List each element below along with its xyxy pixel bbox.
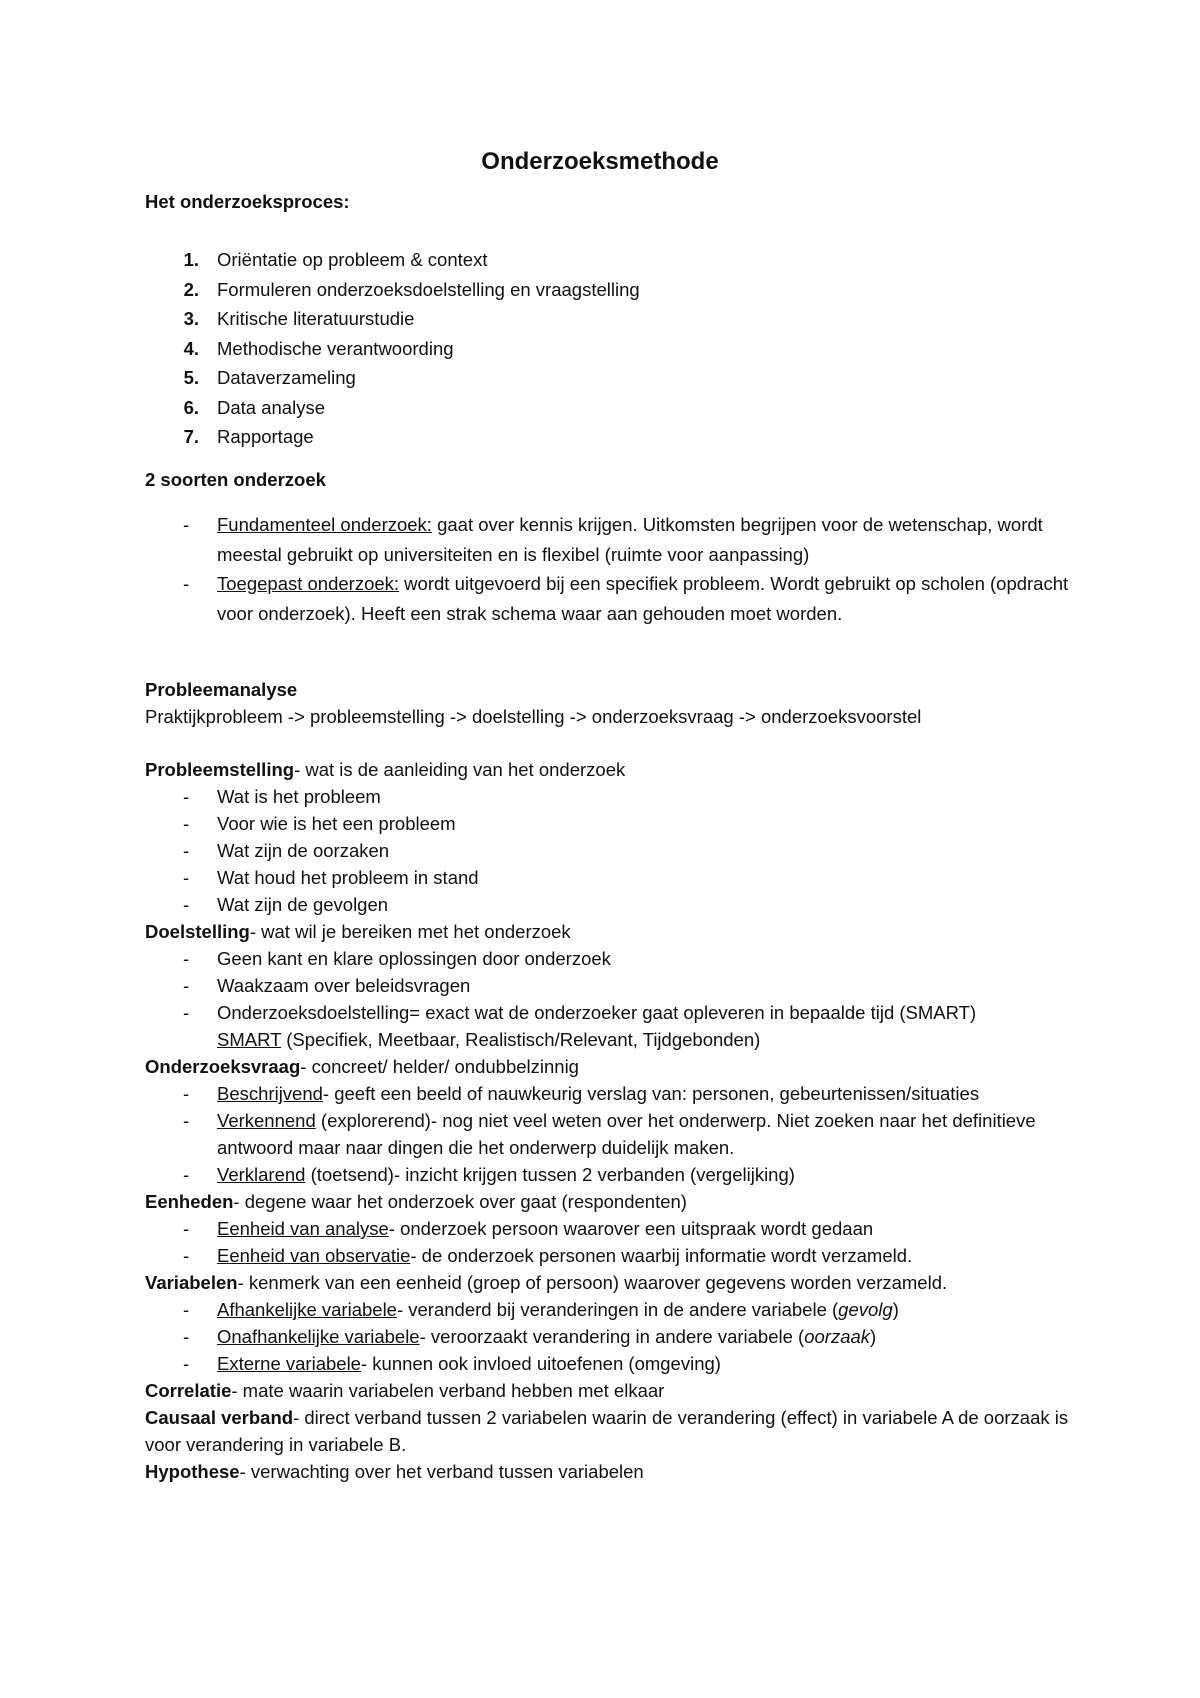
list-item: - Verkennend (explorerend)- nog niet veel weten over het onderwerp. Niet zoeken naar het definitieve antwoord maar naar dingen die het onderwerp duidelijk maken. [145, 1107, 1075, 1161]
eenheden-line: Eenheden- degene waar het onderzoek over gaat (respondenten) [145, 1191, 687, 1212]
soorten-heading: 2 soorten onderzoek [145, 469, 326, 490]
list-item: 6. Data analyse [183, 396, 325, 418]
list-item: - Wat houd het probleem in stand [145, 864, 1075, 891]
list-item: 3. Kritische literatuurstudie [183, 308, 415, 329]
process-steps [145, 245, 640, 452]
list-item: 2. Formuleren onderzoeksdoelstelling en vraagstelling [183, 278, 640, 300]
list-item: - Onafhankelijke variabele- veroorzaakt verandering in andere variabele (oorzaak) [145, 1323, 1075, 1350]
list-item: - Externe variabele- kunnen ook invloed uitoefenen (omgeving) [145, 1350, 1075, 1377]
probleemanalyse-heading: Probleemanalyse [145, 679, 298, 700]
list-item: - Wat zijn de oorzaken [145, 837, 1075, 864]
list-item: - Fundamenteel onderzoek: gaat over kennis krijgen. Uitkomsten begrijpen voor de wetenschap, wordt meestal gebruikt op universiteiten en is flexibel (ruimte voor aanpassing) [145, 510, 1075, 569]
list-item: - Onderzoeksdoelstelling= exact wat de onderzoeker gaat opleveren in bepaalde tijd (SMART) SMART (Specifiek, Meetbaar, Realistisch/Relevant, Tijdgebonden) [145, 999, 1075, 1053]
doelstelling-line: Doelstelling- wat wil je bereiken met het onderzoek [145, 921, 571, 942]
probleemanalyse-section [145, 676, 1075, 730]
list-item: - Beschrijvend- geeft een beeld of nauwkeurig verslag van: personen, gebeurtenissen/situaties [145, 1080, 1075, 1107]
list-item: - Verklarend (toetsend)- inzicht krijgen tussen 2 verbanden (vergelijking) [145, 1161, 1075, 1188]
process-heading: Het onderzoeksproces: [145, 191, 350, 212]
onderzoeksvraag-line: Onderzoeksvraag- concreet/ helder/ ondubbelzinnig [145, 1056, 579, 1077]
list-item: - Afhankelijke variabele- veranderd bij veranderingen in de andere variabele (gevolg) [145, 1296, 1075, 1323]
variabelen-line: Variabelen- kenmerk van een eenheid (groep of persoon) waarover gegevens worden verzameld. [145, 1272, 948, 1293]
definitions-section [145, 756, 1075, 1485]
list-item: - Eenheid van observatie- de onderzoek personen waarbij informatie wordt verzameld. [145, 1242, 1075, 1269]
probleemanalyse-text: Praktijkprobleem -> probleemstelling -> doelstelling -> onderzoeksvraag -> onderzoeksvoorstel [145, 706, 922, 727]
list-item: - Wat is het probleem [145, 783, 1075, 810]
page-title: Onderzoeksmethode [481, 148, 719, 175]
list-item: - Wat zijn de gevolgen [145, 891, 1075, 918]
hypothese-line: Hypothese- verwachting over het verband tussen variabelen [145, 1461, 644, 1482]
correlatie-line: Correlatie- mate waarin variabelen verband hebben met elkaar [145, 1380, 665, 1401]
soorten-list [145, 510, 1075, 628]
list-item: 7. Rapportage [183, 426, 314, 447]
list-item: - Geen kant en klare oplossingen door onderzoek [145, 945, 1075, 972]
probleemstelling-line: Probleemstelling- wat is de aanleiding van het onderzoek [145, 759, 626, 780]
list-item: - Voor wie is het een probleem [145, 810, 1075, 837]
list-item: - Toegepast onderzoek: wordt uitgevoerd bij een specifiek probleem. Wordt gebruikt op scholen (opdracht voor onderzoek). Heeft een strak schema waar aan gehouden moet worden. [145, 569, 1075, 628]
list-item: - Eenheid van analyse- onderzoek persoon waarover een uitspraak wordt gedaan [145, 1215, 1075, 1242]
list-item: - Waakzaam over beleidsvragen [145, 972, 1075, 999]
causaal-line: Causaal verband- direct verband tussen 2 variabelen waarin de verandering (effect) in variabele A de oorzaak is voor verandering in variabele B. [145, 1407, 1069, 1455]
list-item: 4. Methodische verantwoording [183, 337, 454, 359]
list-item: 1. Oriëntatie op probleem & context [183, 249, 488, 270]
list-item: 5. Dataverzameling [183, 367, 356, 388]
